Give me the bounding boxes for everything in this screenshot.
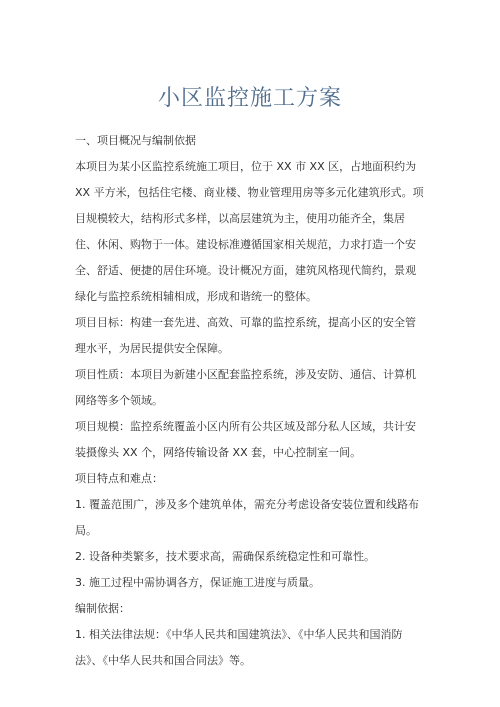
paragraph-basis-heading: 编制依据： (75, 602, 130, 615)
document-title: 小区监控施工方案 (157, 86, 342, 111)
list-item-basis-1: 1. 相关法律法规：《中华人民共和国建筑法》、《中华人民共和国消防法》、《中华人民共和国合同法》等。 (75, 628, 403, 667)
section-heading: 一、项目概况与编制依据 (75, 134, 196, 147)
paragraph-overview: 本项目为某小区监控系统施工项目，位于 XX 市 XX 区，占地面积约为 XX 平方米，包括住宅楼、商业楼、物业管理用房等多元化建筑形式。项目规模较大，结构形式多样，以高层建筑为主，使用功能齐全，集居住、休闲、购物于一体。建设标准遵循国家相关规范，力求打造一个安全、舒适、便捷的居住环境。设计概况方面，建筑风格现代简约，景观绿化与监控系统相辅相成，形成和谐统一的整体。 (75, 160, 424, 303)
paragraph-nature: 项目性质：本项目为新建小区配套监控系统，涉及安防、通信、计算机网络等多个领域。 (75, 368, 416, 407)
paragraph-goal: 项目目标：构建一套先进、高效、可靠的监控系统，提高小区的安全管理水平，为居民提供安全保障。 (75, 316, 416, 355)
list-item-feature-2: 2. 设备种类繁多，技术要求高，需确保系统稳定性和可靠性。 (75, 550, 375, 563)
document-body (75, 128, 425, 674)
list-item-feature-3: 3. 施工过程中需协调各方，保证施工进度与质量。 (75, 576, 320, 589)
list-item-feature-1: 1. 覆盖范围广，涉及多个建筑单体，需充分考虑设备安装位置和线路布局。 (75, 498, 419, 537)
paragraph-features-heading: 项目特点和难点： (75, 472, 163, 485)
paragraph-scale: 项目规模：监控系统覆盖小区内所有公共区域及部分私人区域，共计安装摄像头 XX 个，网络传输设备 XX 套，中心控制室一间。 (75, 420, 416, 459)
